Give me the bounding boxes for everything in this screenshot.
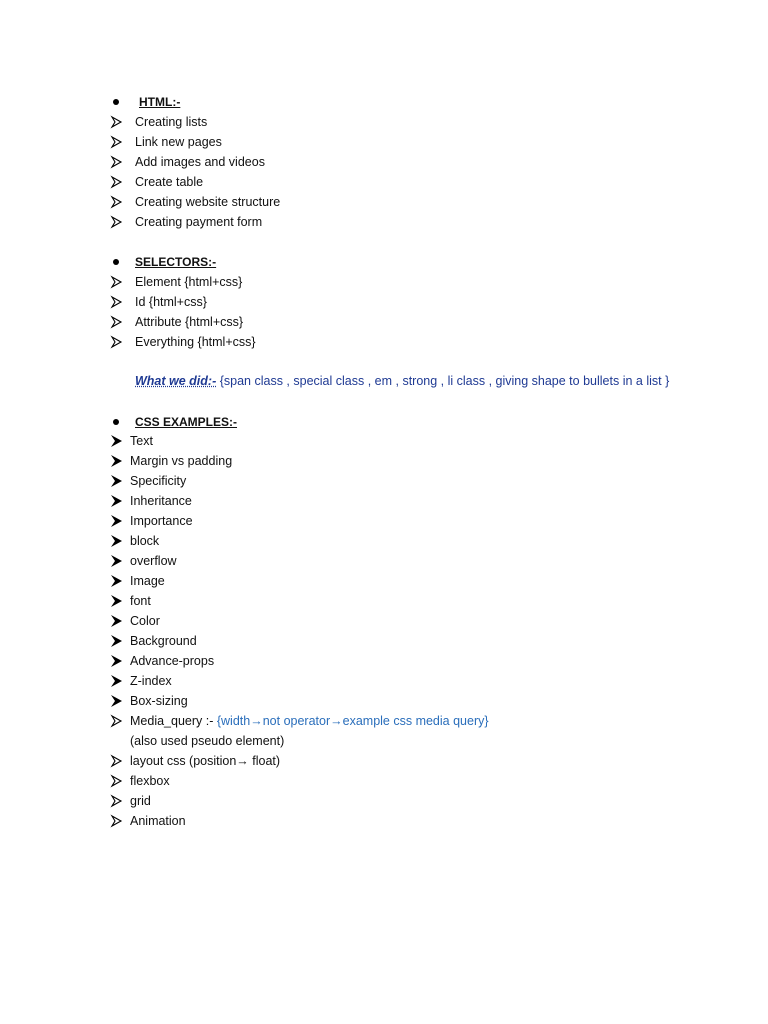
list-item-label: Creating lists bbox=[135, 115, 208, 129]
list-item-label: Text bbox=[130, 434, 153, 448]
list-item-label: layout css (position→ float) bbox=[130, 754, 281, 768]
arrowhead-icon bbox=[110, 292, 124, 312]
arrowhead-icon bbox=[110, 212, 124, 232]
list-item-label: Image bbox=[130, 574, 165, 588]
arrowhead-icon bbox=[110, 272, 124, 292]
media-query-label: Media_query :- bbox=[130, 714, 217, 728]
list-item-label: Element {html+css} bbox=[135, 275, 243, 289]
list-item-label: flexbox bbox=[130, 774, 170, 788]
list-item-label: Color bbox=[130, 614, 160, 628]
arrowhead-icon bbox=[110, 651, 124, 671]
media-query-note: (also used pseudo element) bbox=[130, 734, 285, 748]
list-item-label: Creating website structure bbox=[135, 195, 281, 209]
list-item-label: Id {html+css} bbox=[135, 295, 207, 309]
arrowhead-icon bbox=[110, 751, 124, 771]
list-item-label: Specificity bbox=[130, 474, 187, 488]
arrowhead-icon bbox=[110, 431, 124, 451]
list-item-label: Inheritance bbox=[130, 494, 192, 508]
media-query-detail: {width→not operator→example css media query} bbox=[216, 714, 489, 728]
list-item-label: Create table bbox=[135, 175, 204, 189]
arrowhead-icon bbox=[110, 451, 124, 471]
what-we-did-text: {span class , special class , em , strong , li class , giving shape to bullets in a list } bbox=[216, 374, 670, 388]
list-item-label: Advance-props bbox=[130, 654, 215, 668]
arrowhead-icon bbox=[110, 691, 124, 711]
arrowhead-icon bbox=[110, 132, 124, 152]
list-item-label: Background bbox=[130, 634, 197, 648]
list-item-label: Add images and videos bbox=[135, 155, 265, 169]
arrowhead-icon bbox=[110, 531, 124, 551]
arrowhead-icon bbox=[110, 571, 124, 591]
list-item-label: Attribute {html+css} bbox=[135, 315, 244, 329]
list-item-label: Animation bbox=[130, 814, 186, 828]
arrowhead-icon bbox=[110, 471, 124, 491]
arrowhead-icon bbox=[110, 591, 124, 611]
arrowhead-icon bbox=[110, 192, 124, 212]
arrowhead-icon bbox=[110, 611, 124, 631]
list-item-label: Importance bbox=[130, 514, 193, 528]
what-we-did-line bbox=[135, 371, 669, 391]
arrowhead-icon bbox=[110, 491, 124, 511]
arrowhead-icon bbox=[110, 172, 124, 192]
bullet-dot-icon bbox=[113, 99, 119, 105]
arrowhead-icon bbox=[110, 312, 124, 332]
list-item-label: block bbox=[130, 534, 160, 548]
list-item-label: Box-sizing bbox=[130, 694, 188, 708]
arrowhead-icon bbox=[110, 771, 124, 791]
arrowhead-icon bbox=[110, 791, 124, 811]
section-heading: HTML:- bbox=[139, 95, 181, 109]
list-item-label: Everything {html+css} bbox=[135, 335, 256, 349]
list-item-label: Creating payment form bbox=[135, 215, 263, 229]
arrowhead-icon bbox=[110, 511, 124, 531]
bullet-dot-icon bbox=[113, 419, 119, 425]
arrowhead-icon bbox=[110, 711, 124, 731]
media-query-text bbox=[130, 711, 489, 731]
arrowhead-icon bbox=[110, 112, 124, 132]
list-item-label: grid bbox=[130, 794, 151, 808]
list-item-label: Margin vs padding bbox=[130, 454, 233, 468]
arrowhead-icon bbox=[110, 811, 124, 831]
arrowhead-icon bbox=[110, 152, 124, 172]
arrowhead-icon bbox=[110, 551, 124, 571]
arrowhead-icon bbox=[110, 332, 124, 352]
section-heading: CSS EXAMPLES:- bbox=[135, 415, 238, 429]
list-item-label: overflow bbox=[130, 554, 177, 568]
bullet-dot-icon bbox=[113, 259, 119, 265]
list-item-label: Z-index bbox=[130, 674, 172, 688]
arrowhead-icon bbox=[110, 631, 124, 651]
list-item-label: font bbox=[130, 594, 151, 608]
what-we-did-label: What we did:- bbox=[135, 374, 217, 388]
section-heading: SELECTORS:- bbox=[135, 255, 217, 269]
arrowhead-icon bbox=[110, 671, 124, 691]
list-item-label: Link new pages bbox=[135, 135, 222, 149]
